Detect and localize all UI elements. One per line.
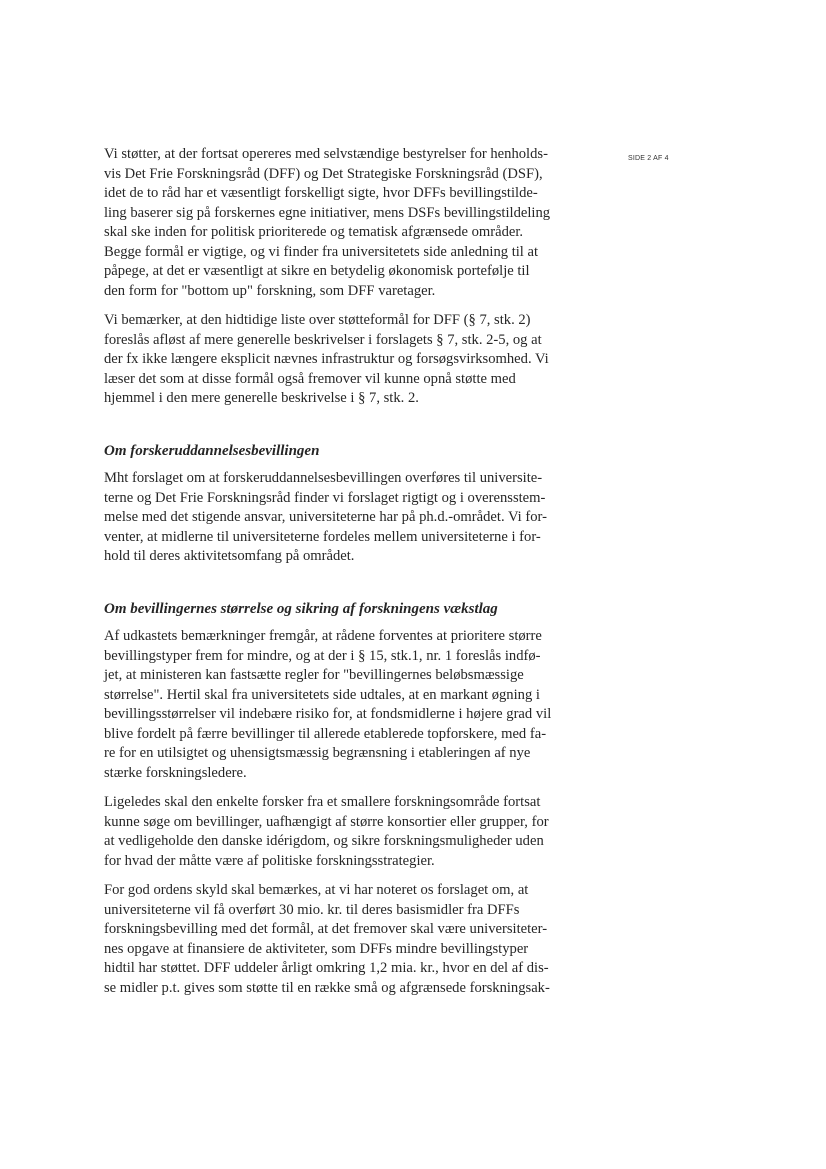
section-heading-research-training: Om forskeruddannelsesbevillingen [104,442,320,459]
text-line: Vi bemærker, at den hidtidige liste over støtteformål for DFF (§ 7, stk. 2) [104,312,531,328]
text-line: bevillingsstørrelser vil indebære risiko for, at fondsmidlerne i højere grad vil [104,706,552,722]
text-line: nes opgave at finansiere de aktiviteter, som DFFs mindre bevillingstyper [104,940,529,957]
text-line: melse med det stigende ansvar, universiteterne har på ph.d.-området. Vi for- [104,509,547,525]
page-marker: SIDE 2 AF 4 [628,155,669,162]
paragraph-basic-funds [104,881,596,998]
text-line: Mht forslaget om at forskeruddannelsesbevillingen overføres til universite- [104,470,543,486]
text-line: at vedligeholde den danske idérigdom, og sikre forskningsmuligheder uden [104,833,544,849]
text-line: jet, at ministeren kan fastsætte regler for "bevillingernes beløbsmæssige [104,667,524,683]
text-line: foreslås afløst af mere generelle beskrivelser i forslagets § 7, stk. 2-5, og at [104,331,542,348]
text-line: Af udkastets bemærkninger fremgår, at rådene forventes at prioritere større [104,628,542,644]
text-line: Vi støtter, at der fortsat opereres med selvstændige bestyrelser for henholds- [104,146,548,162]
text-line: universiteterne vil få overført 30 mio. kr. til deres basismidler fra DFFs [104,901,520,918]
text-line: se midler p.t. gives som støtte til en række små og afgrænsede forskningsak- [104,979,550,996]
paragraph-support-purposes [104,311,596,409]
document-body [104,145,596,1008]
text-line: blive fordelt på færre bevillinger til allerede etablerede topforskere, med fa- [104,725,547,742]
text-line: venter, at midlerne til universiteterne fordeles mellem universiteterne i for- [104,528,541,545]
text-line: terne og Det Frie Forskningsråd finder vi forslaget rigtigt og i overensstem- [104,489,546,506]
text-line: Ligeledes skal den enkelte forsker fra et smallere forskningsområde fortsat [104,794,541,810]
text-line: forskningsbevilling med det formål, at det fremover skal være universiteter- [104,921,548,937]
text-line: hold til deres aktivitetsomfang på området. [104,548,355,564]
text-line: bevillingstyper frem for mindre, og at der i § 15, stk.1, nr. 1 foreslås indfø- [104,647,541,664]
text-line: re for en utilsigtet og uhensigtsmæssig begrænsning i etableringen af nye [104,745,531,761]
text-line: der fx ikke længere eksplicit nævnes infrastruktur og forsøgsvirksomhed. Vi [104,351,549,367]
text-line: den form for "bottom up" forskning, som DFF varetager. [104,282,436,299]
text-line: skal ske inden for politisk prioriterede og tematisk afgrænsede områder. [104,224,524,240]
text-line: påpege, at det er væsentligt at sikre en betydelig økonomisk portefølje til [104,263,530,279]
text-line: størrelse". Hertil skal fra universitetets side udtales, at en markant øgning i [104,686,540,703]
text-line: for hvad der måtte være af politiske forskningsstrategier. [104,852,435,869]
paragraph-dff-dsf-boards [104,145,596,301]
text-line: læser det som at disse formål også fremover vil kunne opnå støtte med [104,370,516,387]
text-line: hjemmel i den mere generelle beskrivelse i § 7, stk. 2. [104,390,419,406]
text-line: Begge formål er vigtige, og vi finder fra universitetets side anledning til at [104,243,539,260]
text-line: vis Det Frie Forskningsråd (DFF) og Det Strategiske Forskningsråd (DSF), [104,165,543,182]
section-heading-grant-size: Om bevillingernes størrelse og sikring af forskningens vækstlag [104,600,498,617]
paragraph-individual-researcher [104,793,596,871]
text-line: ling baserer sig på forskernes egne initiativer, mens DSFs bevillingstildeling [104,204,551,221]
text-line: kunne søge om bevillinger, uafhængigt af større konsortier eller grupper, for [104,813,549,830]
text-line: idet de to råd har et væsentligt forskelligt sigte, hvor DFFs bevillingstilde- [104,185,538,201]
text-line: For god ordens skyld skal bemærkes, at vi har noteret os forslaget om, at [104,882,529,898]
text-line: hidtil har støttet. DFF uddeler årligt omkring 1,2 mia. kr., hvor en del af dis- [104,960,549,976]
paragraph-research-training [104,469,596,567]
text-line: stærke forskningsledere. [104,764,247,781]
paragraph-grant-size [104,627,596,783]
